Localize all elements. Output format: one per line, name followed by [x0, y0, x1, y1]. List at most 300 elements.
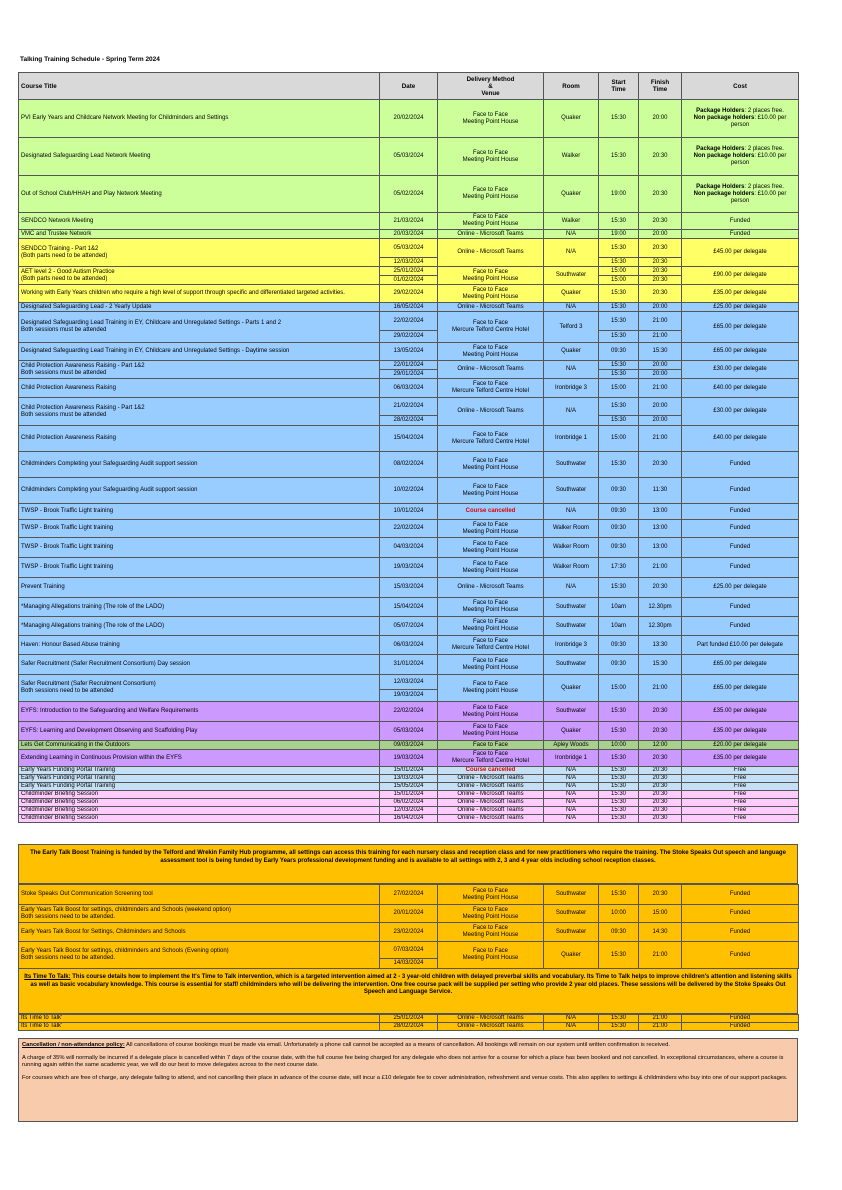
course-title: Childminder Briefing Session — [19, 799, 380, 807]
course-venue: Face to Face Meeting Point House — [438, 285, 544, 303]
course-title: Early Years Funding Portal Training — [19, 767, 380, 775]
course-title: Childminder Briefing Session — [19, 791, 380, 799]
course-title: TWSP - Brook Traffic Light training — [19, 538, 380, 558]
course-room: N/A — [544, 1023, 599, 1031]
course-finish: 20:00 — [639, 303, 682, 312]
course-room: Walker Room — [544, 538, 599, 558]
course-room: Southwater — [544, 655, 599, 675]
course-title: Childminders Completing your Safeguarding Audit support session — [19, 452, 380, 478]
course-venue: Face to Face Meeting Point House — [438, 213, 544, 230]
course-venue: Face to Face Meeting Point House — [438, 923, 544, 942]
course-venue: Face to Face Meeting Point House — [438, 942, 544, 969]
course-cost: £65.00 per delegate — [682, 675, 799, 702]
course-room: Quaker — [544, 722, 599, 741]
course-finish: 11:30 — [639, 478, 682, 504]
course-cost: £35.00 per delegate — [682, 702, 799, 722]
course-venue: Online - Microsoft Teams — [438, 775, 544, 783]
header-room: Room — [544, 73, 599, 100]
course-room: N/A — [544, 361, 599, 379]
course-cost: Free — [682, 767, 799, 775]
course-start: 15:30 — [599, 942, 639, 969]
course-cost: £65.00 per delegate — [682, 343, 799, 361]
course-finish: 20:00 — [639, 370, 682, 379]
course-finish: 13:00 — [639, 538, 682, 558]
course-title: Child Protection Awareness Raising — [19, 426, 380, 452]
course-finish: 21:00 — [639, 379, 682, 398]
course-title: Early Years Talk Boost for settings, childminders and Schools (Evening option) Both sessions need to be attended. — [19, 942, 380, 969]
table-row — [19, 783, 799, 791]
course-start: 19:00 — [599, 230, 639, 239]
course-start: 09:30 — [599, 923, 639, 942]
course-date: 15/01/2024 — [380, 791, 438, 799]
table-row — [19, 100, 799, 138]
course-title: Its Time to Talk' — [19, 1015, 380, 1023]
course-start: 15:30 — [599, 331, 639, 343]
course-cost: Funded — [682, 905, 799, 923]
header-cost: Cost — [682, 73, 799, 100]
talk-boost-banner: The Early Talk Boost Training is funded by the Telford and Wrekin Family Hub programme, all settings can access this training for each nursery class and reception class and for new practitioners who require the training. The Stoke Speaks Out speech and language assessment tool is being funded by Early Years professional development funding and is available to all settings with 2, 3 and 4 year olds including school reception classes. — [18, 844, 798, 884]
course-room: Quaker — [544, 675, 599, 702]
course-cost: Funded — [682, 558, 799, 578]
course-start: 17:30 — [599, 558, 639, 578]
course-cost: £35.00 per delegate — [682, 750, 799, 767]
course-room: N/A — [544, 504, 599, 520]
course-title: Child Protection Awareness Raising - Part 1&2 Both sessions must be attended — [19, 398, 380, 426]
course-date: 28/02/2024 — [380, 1023, 438, 1031]
course-finish: 20:30 — [639, 775, 682, 783]
course-cost: Funded — [682, 598, 799, 617]
course-finish: 20:30 — [639, 267, 682, 276]
course-venue: Face to Face Meeting Point House — [438, 538, 544, 558]
course-title: Safer Recruitment (Safer Recruitment Consortium) Day session — [19, 655, 380, 675]
course-venue: Face to Face Meeting Point House — [438, 520, 544, 538]
course-date: 22/02/2024 — [380, 520, 438, 538]
course-title: Stoke Speaks Out Communication Screening tool — [19, 885, 380, 905]
course-title: TWSP - Brook Traffic Light training — [19, 504, 380, 520]
course-cost: Funded — [682, 885, 799, 905]
course-finish: 13:00 — [639, 504, 682, 520]
course-date: 10/02/2024 — [380, 478, 438, 504]
course-venue: Face to Face Meeting point House — [438, 675, 544, 702]
course-venue: Face to Face Meeting Point House — [438, 905, 544, 923]
table-row — [19, 923, 799, 942]
table-row — [19, 885, 799, 905]
course-title: Early Years Funding Portal Training — [19, 775, 380, 783]
course-start: 15:30 — [599, 239, 639, 258]
course-finish: 20:30 — [639, 783, 682, 791]
course-venue: Face to Face Meeting Point House — [438, 702, 544, 722]
course-title: Early Years Funding Portal Training — [19, 783, 380, 791]
policy-paragraph: For courses which are free of charge, any delegate failing to attend, and not cancelling their place in advance of the course date, will incur a £10 delegate fee to cover administration, refreshment and venue costs. This also applies to settings & childminders who buy into one of our support packages. — [22, 1075, 788, 1081]
course-title: Early Years Talk Boost for Settings, Childminders and Schools — [19, 923, 380, 942]
course-finish: 20:30 — [639, 213, 682, 230]
course-finish: 21:00 — [639, 675, 682, 702]
course-venue: Online - Microsoft Teams — [438, 783, 544, 791]
course-date: 12/03/2024 — [380, 675, 438, 690]
table-row — [19, 807, 799, 815]
course-cost: £35.00 per delegate — [682, 722, 799, 741]
header-start-time: Start Time — [599, 73, 639, 100]
course-date: 23/02/2024 — [380, 923, 438, 942]
course-date: 13/03/2024 — [380, 775, 438, 783]
course-start: 15:30 — [599, 398, 639, 416]
course-cost: £90.00 per delegate — [682, 267, 799, 285]
course-finish: 20:30 — [639, 276, 682, 285]
course-venue: Face to Face Meeting Point House — [438, 343, 544, 361]
course-title: Lets Get Communicating in the Outdoors — [19, 741, 380, 750]
course-room: N/A — [544, 807, 599, 815]
course-venue: Face to Face Meeting Point House — [438, 722, 544, 741]
course-date: 25/01/2024 — [380, 267, 438, 276]
course-venue: Face to Face Meeting Point House — [438, 176, 544, 213]
table-row — [19, 617, 799, 636]
course-finish: 12.30pm — [639, 617, 682, 636]
course-finish: 21:00 — [639, 312, 682, 331]
table-row — [19, 213, 799, 230]
course-date: 04/03/2024 — [380, 538, 438, 558]
course-venue: Online - Microsoft Teams — [438, 799, 544, 807]
course-start: 10am — [599, 598, 639, 617]
course-title: Child Protection Awareness Raising - Part 1&2 Both sessions must be attended — [19, 361, 380, 379]
table-row — [19, 1015, 799, 1023]
course-room: N/A — [544, 1015, 599, 1023]
course-cost: Package Holders: 2 places free. Non package holders: £10.00 per person — [682, 138, 799, 176]
course-start: 15:30 — [599, 807, 639, 815]
course-title: Working with Early Years children who require a high level of support through specific and differentiated targeted activities. — [19, 285, 380, 303]
course-room: Ironbridge 3 — [544, 379, 599, 398]
course-date: 20/02/2024 — [380, 100, 438, 138]
course-title: AET level 2 - Good Autism Practice (Both parts need to be attended) — [19, 267, 380, 285]
table-row — [19, 578, 799, 598]
table-row — [19, 267, 799, 276]
course-room: N/A — [544, 815, 599, 823]
course-date: 09/03/2024 — [380, 741, 438, 750]
course-room: Quaker — [544, 942, 599, 969]
course-date: 05/03/2024 — [380, 239, 438, 258]
course-title: Child Protection Awareness Raising — [19, 379, 380, 398]
table-row — [19, 176, 799, 213]
course-venue: Face to Face Mercure Telford Centre Hotel — [438, 312, 544, 343]
course-room: Ironbridge 1 — [544, 750, 599, 767]
course-finish: 20:30 — [639, 285, 682, 303]
course-room: N/A — [544, 398, 599, 426]
table-row — [19, 767, 799, 775]
course-cost: £30.00 per delegate — [682, 361, 799, 379]
course-start: 15:30 — [599, 1015, 639, 1023]
table-row — [19, 655, 799, 675]
course-start: 19:00 — [599, 176, 639, 213]
course-finish: 21:00 — [639, 942, 682, 969]
course-venue: Face to Face Meeting Point House — [438, 138, 544, 176]
course-date: 08/02/2024 — [380, 452, 438, 478]
course-date: 19/03/2024 — [380, 750, 438, 767]
course-date: 13/05/2024 — [380, 343, 438, 361]
course-start: 15:30 — [599, 1023, 639, 1031]
course-date: 05/03/2024 — [380, 138, 438, 176]
course-start: 15:00 — [599, 267, 639, 276]
course-title: Childminders Completing your Safeguarding Audit support session — [19, 478, 380, 504]
course-cost: Package Holders: 2 places free. Non package holders: £10.00 per person — [682, 176, 799, 213]
course-venue: Online - Microsoft Teams — [438, 1015, 544, 1023]
header-date: Date — [380, 73, 438, 100]
table-row — [19, 303, 799, 312]
course-date: 15/04/2024 — [380, 598, 438, 617]
course-title: SENDCO Training - Part 1&2 (Both parts need to be attended) — [19, 239, 380, 267]
course-date: 15/01/2024 — [380, 767, 438, 775]
table-row — [19, 361, 799, 370]
course-finish: 20:30 — [639, 578, 682, 598]
header-finish-time: Finish Time — [639, 73, 682, 100]
table-row — [19, 815, 799, 823]
course-start: 15:30 — [599, 791, 639, 799]
course-title: *Managing Allegations training (The role of the LADO) — [19, 617, 380, 636]
course-cost: Funded — [682, 538, 799, 558]
course-date: 27/02/2024 — [380, 885, 438, 905]
course-finish: 20:30 — [639, 702, 682, 722]
course-venue: Face to Face Meeting Point House — [438, 885, 544, 905]
course-title: Designated Safeguarding Lead Training in EY, Childcare and Unregulated Settings - Parts 1 and 2 Both sessions must be attended — [19, 312, 380, 343]
course-start: 15:30 — [599, 815, 639, 823]
course-room: Walker Room — [544, 520, 599, 538]
course-room: Walker — [544, 213, 599, 230]
course-title: Prevent Training — [19, 578, 380, 598]
table-row — [19, 538, 799, 558]
course-cost: Part funded £10.00 per delegate — [682, 636, 799, 655]
course-finish: 20:30 — [639, 799, 682, 807]
course-venue: Face to Face Meeting Point House — [438, 100, 544, 138]
course-cost: Free — [682, 775, 799, 783]
course-start: 15:30 — [599, 138, 639, 176]
course-room: Quaker — [544, 343, 599, 361]
table-row — [19, 452, 799, 478]
course-date: 29/01/2024 — [380, 370, 438, 379]
course-start: 15:30 — [599, 885, 639, 905]
training-schedule-table — [18, 72, 799, 823]
course-room: Southwater — [544, 478, 599, 504]
course-venue: Online - Microsoft Teams — [438, 815, 544, 823]
course-date: 05/07/2024 — [380, 617, 438, 636]
course-date: 06/02/2024 — [380, 799, 438, 807]
course-finish: 13:00 — [639, 520, 682, 538]
course-room: Southwater — [544, 923, 599, 942]
course-venue: Face to Face Meeting Point House — [438, 478, 544, 504]
table-row — [19, 722, 799, 741]
course-start: 09:30 — [599, 655, 639, 675]
course-finish: 20:30 — [639, 176, 682, 213]
course-start: 15:30 — [599, 750, 639, 767]
course-venue: Online - Microsoft Teams — [438, 303, 544, 312]
course-cost: Free — [682, 807, 799, 815]
course-date: 16/05/2024 — [380, 303, 438, 312]
course-venue: Online - Microsoft Teams — [438, 1023, 544, 1031]
course-date: 05/03/2024 — [380, 722, 438, 741]
course-venue: Face to Face Meeting Point House — [438, 655, 544, 675]
course-title: *Managing Allegations training (The role of the LADO) — [19, 598, 380, 617]
course-room: N/A — [544, 791, 599, 799]
course-start: 09:30 — [599, 478, 639, 504]
course-room: Quaker — [544, 100, 599, 138]
course-room: N/A — [544, 775, 599, 783]
course-start: 15:30 — [599, 452, 639, 478]
course-room: Southwater — [544, 598, 599, 617]
table-row — [19, 750, 799, 767]
talk-boost-table — [18, 884, 799, 969]
table-row — [19, 230, 799, 239]
table-row — [19, 799, 799, 807]
course-venue: Face to Face Mercure Telford Centre Hotel — [438, 636, 544, 655]
course-start: 10:00 — [599, 741, 639, 750]
course-finish: 20:30 — [639, 138, 682, 176]
course-room: Ironbridge 3 — [544, 636, 599, 655]
course-finish: 20:30 — [639, 750, 682, 767]
course-cost: Funded — [682, 213, 799, 230]
course-venue: Online - Microsoft Teams — [438, 398, 544, 426]
course-cost: Free — [682, 799, 799, 807]
course-venue: Face to Face — [438, 741, 544, 750]
course-title: Early Years Talk Boost for settings, childminders and Schools (weekend option) Both sessions need to be attended. — [19, 905, 380, 923]
course-date: 22/02/2024 — [380, 702, 438, 722]
course-cost: £45.00 per delegate — [682, 239, 799, 267]
course-room: Southwater — [544, 702, 599, 722]
course-start: 15:30 — [599, 370, 639, 379]
course-finish: 20:30 — [639, 815, 682, 823]
header-course-title: Course Title — [19, 73, 380, 100]
course-date: 16/04/2024 — [380, 815, 438, 823]
course-venue: Face to Face Meeting Point House — [438, 558, 544, 578]
course-cost: Funded — [682, 942, 799, 969]
course-room: Telford 3 — [544, 312, 599, 343]
course-cost: £25.00 per delegate — [682, 578, 799, 598]
course-cost: Funded — [682, 923, 799, 942]
course-date: 15/04/2024 — [380, 426, 438, 452]
course-date: 31/01/2024 — [380, 655, 438, 675]
course-room: N/A — [544, 799, 599, 807]
course-date: 14/03/2024 — [380, 959, 438, 969]
course-room: N/A — [544, 303, 599, 312]
course-start: 09:30 — [599, 520, 639, 538]
course-date: 20/03/2024 — [380, 230, 438, 239]
course-date: 29/02/2024 — [380, 285, 438, 303]
time-to-talk-banner: Its Time To Talk: This course details how to implement the It's Time to Talk intervention, which is a targeted intervention aimed at 2 - 3 year-old children with delayed preverbal skills and vocabulary. Its Time to Talk helps to improve children's attention and listening skills as well as basic vocabulary knowledge. This course is essential for staff/ childminders who will be delivering the intervention. One free course pack will be supplied per setting who provide 2 year old places. These sessions will be delivered by the Stoke Speaks Out Speech and Language Service. — [18, 968, 798, 1014]
table-row — [19, 312, 799, 331]
course-cost: £30.00 per delegate — [682, 398, 799, 426]
course-finish: 15:00 — [639, 905, 682, 923]
course-finish: 21:00 — [639, 558, 682, 578]
course-cost: Funded — [682, 1023, 799, 1031]
course-room: Ironbridge 1 — [544, 426, 599, 452]
course-date: 12/03/2024 — [380, 807, 438, 815]
course-title: Childminder Briefing Session — [19, 815, 380, 823]
course-date: 29/02/2024 — [380, 331, 438, 343]
table-row — [19, 702, 799, 722]
course-title: EYFS: Introduction to the Safeguarding and Welfare Requirements — [19, 702, 380, 722]
course-finish: 15:30 — [639, 655, 682, 675]
course-date: 05/02/2024 — [380, 176, 438, 213]
course-cost: £65.00 per delegate — [682, 312, 799, 343]
course-cost: £25.00 per delegate — [682, 303, 799, 312]
table-row — [19, 791, 799, 799]
course-cost: Funded — [682, 520, 799, 538]
course-room: Quaker — [544, 285, 599, 303]
course-title: Designated Safeguarding Lead Network Meeting — [19, 138, 380, 176]
course-start: 15:30 — [599, 783, 639, 791]
course-cost: Funded — [682, 478, 799, 504]
course-date: 01/02/2024 — [380, 276, 438, 285]
course-start: 15:30 — [599, 258, 639, 267]
course-start: 10am — [599, 617, 639, 636]
cancellation-policy — [18, 1038, 798, 1122]
course-title: EYFS: Learning and Development Observing and Scaffolding Play — [19, 722, 380, 741]
course-start: 15:30 — [599, 285, 639, 303]
course-finish: 20:30 — [639, 807, 682, 815]
course-start: 09:30 — [599, 504, 639, 520]
course-room: Southwater — [544, 452, 599, 478]
course-cost: £40.00 per delegate — [682, 426, 799, 452]
course-cost: Funded — [682, 504, 799, 520]
table-row — [19, 478, 799, 504]
course-start: 15:30 — [599, 361, 639, 370]
course-venue: Online - Microsoft Teams — [438, 791, 544, 799]
header-delivery-method: Delivery Method & Venue — [438, 73, 544, 100]
course-venue: Online - Microsoft Teams — [438, 361, 544, 379]
course-cost: Funded — [682, 230, 799, 239]
course-date: 06/03/2024 — [380, 379, 438, 398]
course-venue: Face to Face Mercure Telford Centre Hotel — [438, 426, 544, 452]
table-row — [19, 558, 799, 578]
course-date: 22/01/2024 — [380, 361, 438, 370]
course-venue: Online - Microsoft Teams — [438, 578, 544, 598]
course-venue: Face to Face Mercure Telford Centre Hotel — [438, 750, 544, 767]
course-venue: Face to Face Meeting Point House — [438, 617, 544, 636]
course-room: N/A — [544, 239, 599, 267]
course-title: Childminder Briefing Session — [19, 807, 380, 815]
course-cost: Funded — [682, 617, 799, 636]
course-cancelled-label: Course cancelled — [438, 767, 544, 775]
table-row — [19, 775, 799, 783]
course-start: 09:30 — [599, 343, 639, 361]
course-cost: Free — [682, 783, 799, 791]
course-title: SENDCO Network Meeting — [19, 213, 380, 230]
course-title: Its Time to Talk' — [19, 1023, 380, 1031]
course-date: 15/03/2024 — [380, 578, 438, 598]
course-venue: Face to Face Meeting Point House — [438, 267, 544, 285]
course-finish: 21:00 — [639, 331, 682, 343]
table-row — [19, 239, 799, 258]
course-cost: Funded — [682, 452, 799, 478]
course-finish: 15:30 — [639, 343, 682, 361]
course-start: 15:30 — [599, 775, 639, 783]
course-finish: 13:30 — [639, 636, 682, 655]
course-finish: 12.30pm — [639, 598, 682, 617]
course-finish: 20:00 — [639, 230, 682, 239]
table-row — [19, 504, 799, 520]
course-start: 15:00 — [599, 426, 639, 452]
course-cost: £65.00 per delegate — [682, 655, 799, 675]
table-row — [19, 343, 799, 361]
course-date: 12/03/2024 — [380, 258, 438, 267]
table-row — [19, 398, 799, 416]
course-finish: 21:00 — [639, 1023, 682, 1031]
course-title: TWSP - Brook Traffic Light training — [19, 520, 380, 538]
course-finish: 20:30 — [639, 258, 682, 267]
course-venue: Online - Microsoft Teams — [438, 807, 544, 815]
course-start: 10:00 — [599, 905, 639, 923]
course-finish: 14:30 — [639, 923, 682, 942]
course-date: 21/03/2024 — [380, 213, 438, 230]
course-finish: 21:00 — [639, 426, 682, 452]
course-start: 09:30 — [599, 636, 639, 655]
course-start: 15:30 — [599, 578, 639, 598]
